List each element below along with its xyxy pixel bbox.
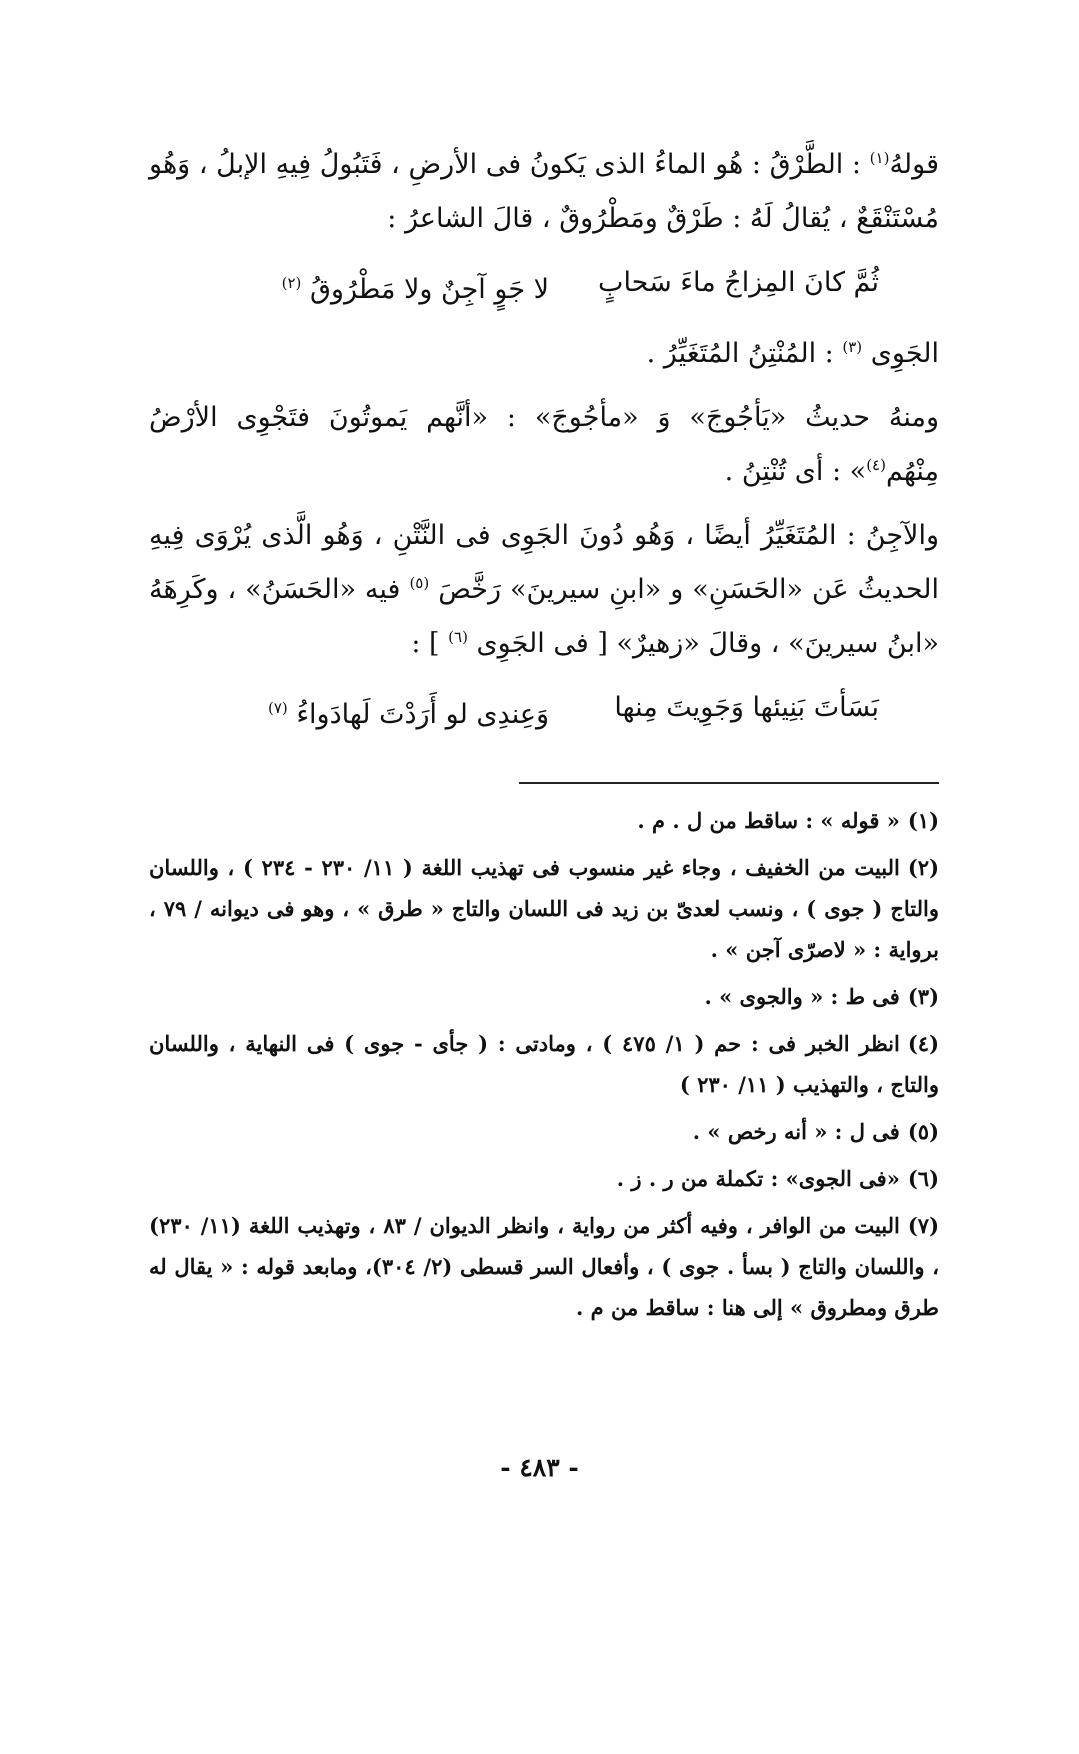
footnote-ref-7: (٧) (267, 699, 288, 717)
footnote-2 (149, 847, 939, 970)
footnote-divider (519, 782, 939, 784)
footnote-6 (149, 1158, 939, 1199)
paragraph-1-lead: قولهُ (889, 149, 939, 180)
footnote-ref-6: (٦) (448, 628, 468, 646)
footnote-ref-1: (١) (869, 149, 890, 167)
paragraph-2 (149, 327, 939, 381)
footnotes (149, 800, 939, 1334)
footnote-7-text: البيت من الوافر ، وفيه أكثر من رواية ، وانظر الديوان / ٨٣ ، وتهذيب اللغة (١١/ ٢٣٠) ، واللسان والتاج ( بسأ . جوى ) ، وأفعال السر قسطى (٢/ ٣٠٤)، ومابعد قوله : « يقال له طرق ومطروق » إلى هنا : ساقط من م . (149, 1213, 939, 1320)
footnote-ref-2: (٢) (281, 274, 302, 292)
main-text (149, 138, 939, 752)
footnote-3-text: فى ط : « والجوى » . (704, 984, 900, 1009)
footnote-3 (149, 976, 939, 1017)
paragraph-4 (149, 509, 939, 671)
footnote-1 (149, 800, 939, 841)
paragraph-3-rest: » : أى تُنْتِنُ . (724, 456, 867, 487)
verse-2-first-hemistich: بَسَأتَ بَنِيئها وَجَوِيتَ مِنها (614, 692, 879, 723)
paragraph-4-end: ] : (411, 628, 440, 659)
paragraph-1 (149, 138, 939, 246)
paragraph-4-rest: فيه «الحَسَنُ» ، وكَرِهَهُ «ابنُ سيرينَ» ، وقالَ «زهيرٌ» [ فى الجَوِى (149, 574, 939, 659)
paragraph-3-lead: ومنهُ حديثُ «يَأجُوجَ» وَ «مأجُوجَ» : «أنَّهم يَموتُونَ فتَجْوِى الأرْضُ مِنْهُم (149, 402, 939, 487)
paragraph-1-rest: : الطَّرْقُ : هُو الماءُ الذى يَكونُ فى الأرضِ ، فَتَبُولُ فِيهِ الإبلُ ، وَهُو مُسْتَنْقَعٌ ، يُقالُ لَهُ : طَرْقٌ ومَطْرُوقٌ ، قالَ الشاعرُ : (149, 149, 939, 234)
footnote-ref-3: (٣) (842, 338, 863, 356)
paragraph-3 (149, 391, 939, 499)
footnote-ref-5: (٥) (409, 574, 430, 592)
footnote-ref-4: (٤) (866, 456, 886, 474)
verse-2 (149, 681, 939, 742)
footnote-5 (149, 1111, 939, 1152)
verse-2-second-text: وَعِندِى لو أَرَدْتَ لَهادَواءُ (296, 699, 549, 730)
verse-1-second-hemistich (189, 256, 549, 317)
footnote-4 (149, 1023, 939, 1105)
footnote-6-text: «فى الجوى» : تكملة من ر . ز . (616, 1166, 900, 1191)
paragraph-2-lead: الجَوِى (870, 338, 939, 369)
footnote-4-text: انظر الخبر فى : حم ( ١/ ٤٧٥ ) ، ومادتى : ( جأى - جوى ) فى النهاية ، واللسان والتاج ، والتهذيب ( ١١/ ٢٣٠ ) (149, 1031, 939, 1097)
footnote-1-text: « قوله » : ساقط من ل . م . (637, 808, 900, 833)
paragraph-4-lead: والآجِنُ : المُتَغَيِّرُ أيضًا ، وَهُو دُونَ الجَوِى فى النَّتْنِ ، وَهُو الَّذى يُرْوَى فِيهِ الحديثُ عَن «الحَسَنِ» و «ابنِ سيرينَ» رَخَّصَ (149, 520, 939, 605)
verse-1-first-hemistich: ثُمَّ كانَ المِزاجُ ماءَ سَحابٍ (598, 267, 879, 298)
footnote-7 (149, 1205, 939, 1328)
footnote-5-text: فى ل : « أنه رخص » . (692, 1119, 900, 1144)
footnote-4-number: (٤) (907, 1031, 940, 1056)
footnote-6-number: (٦) (907, 1166, 939, 1191)
verse-1 (149, 256, 939, 317)
footnote-7-number: (٧) (907, 1213, 940, 1238)
footnote-2-text: البيت من الخفيف ، وجاء غير منسوب فى تهذيب اللغة ( ١١/ ٢٣٠ - ٢٣٤ ) ، واللسان والتاج ( جوى ) ، ونسب لعدىّ بن زيد فى اللسان والتاج « طرق » ، وهو فى ديوانه / ٧٩ ، برواية : « لاصرّى آجن » . (149, 855, 939, 962)
footnote-3-number: (٣) (907, 984, 939, 1009)
footnote-5-number: (٥) (907, 1119, 939, 1144)
page-number: - ٤٨٣ - (500, 1453, 579, 1482)
paragraph-2-rest: : المُنْتِنُ المُتَغَيِّرُ . (646, 338, 834, 369)
footnote-2-number: (٢) (907, 855, 940, 880)
verse-1-second-text: لا جَوٍ آجِنٌ ولا مَطْرُوقُ (309, 274, 549, 305)
footnote-1-number: (١) (907, 808, 939, 833)
verse-2-second-hemistich (189, 681, 549, 742)
